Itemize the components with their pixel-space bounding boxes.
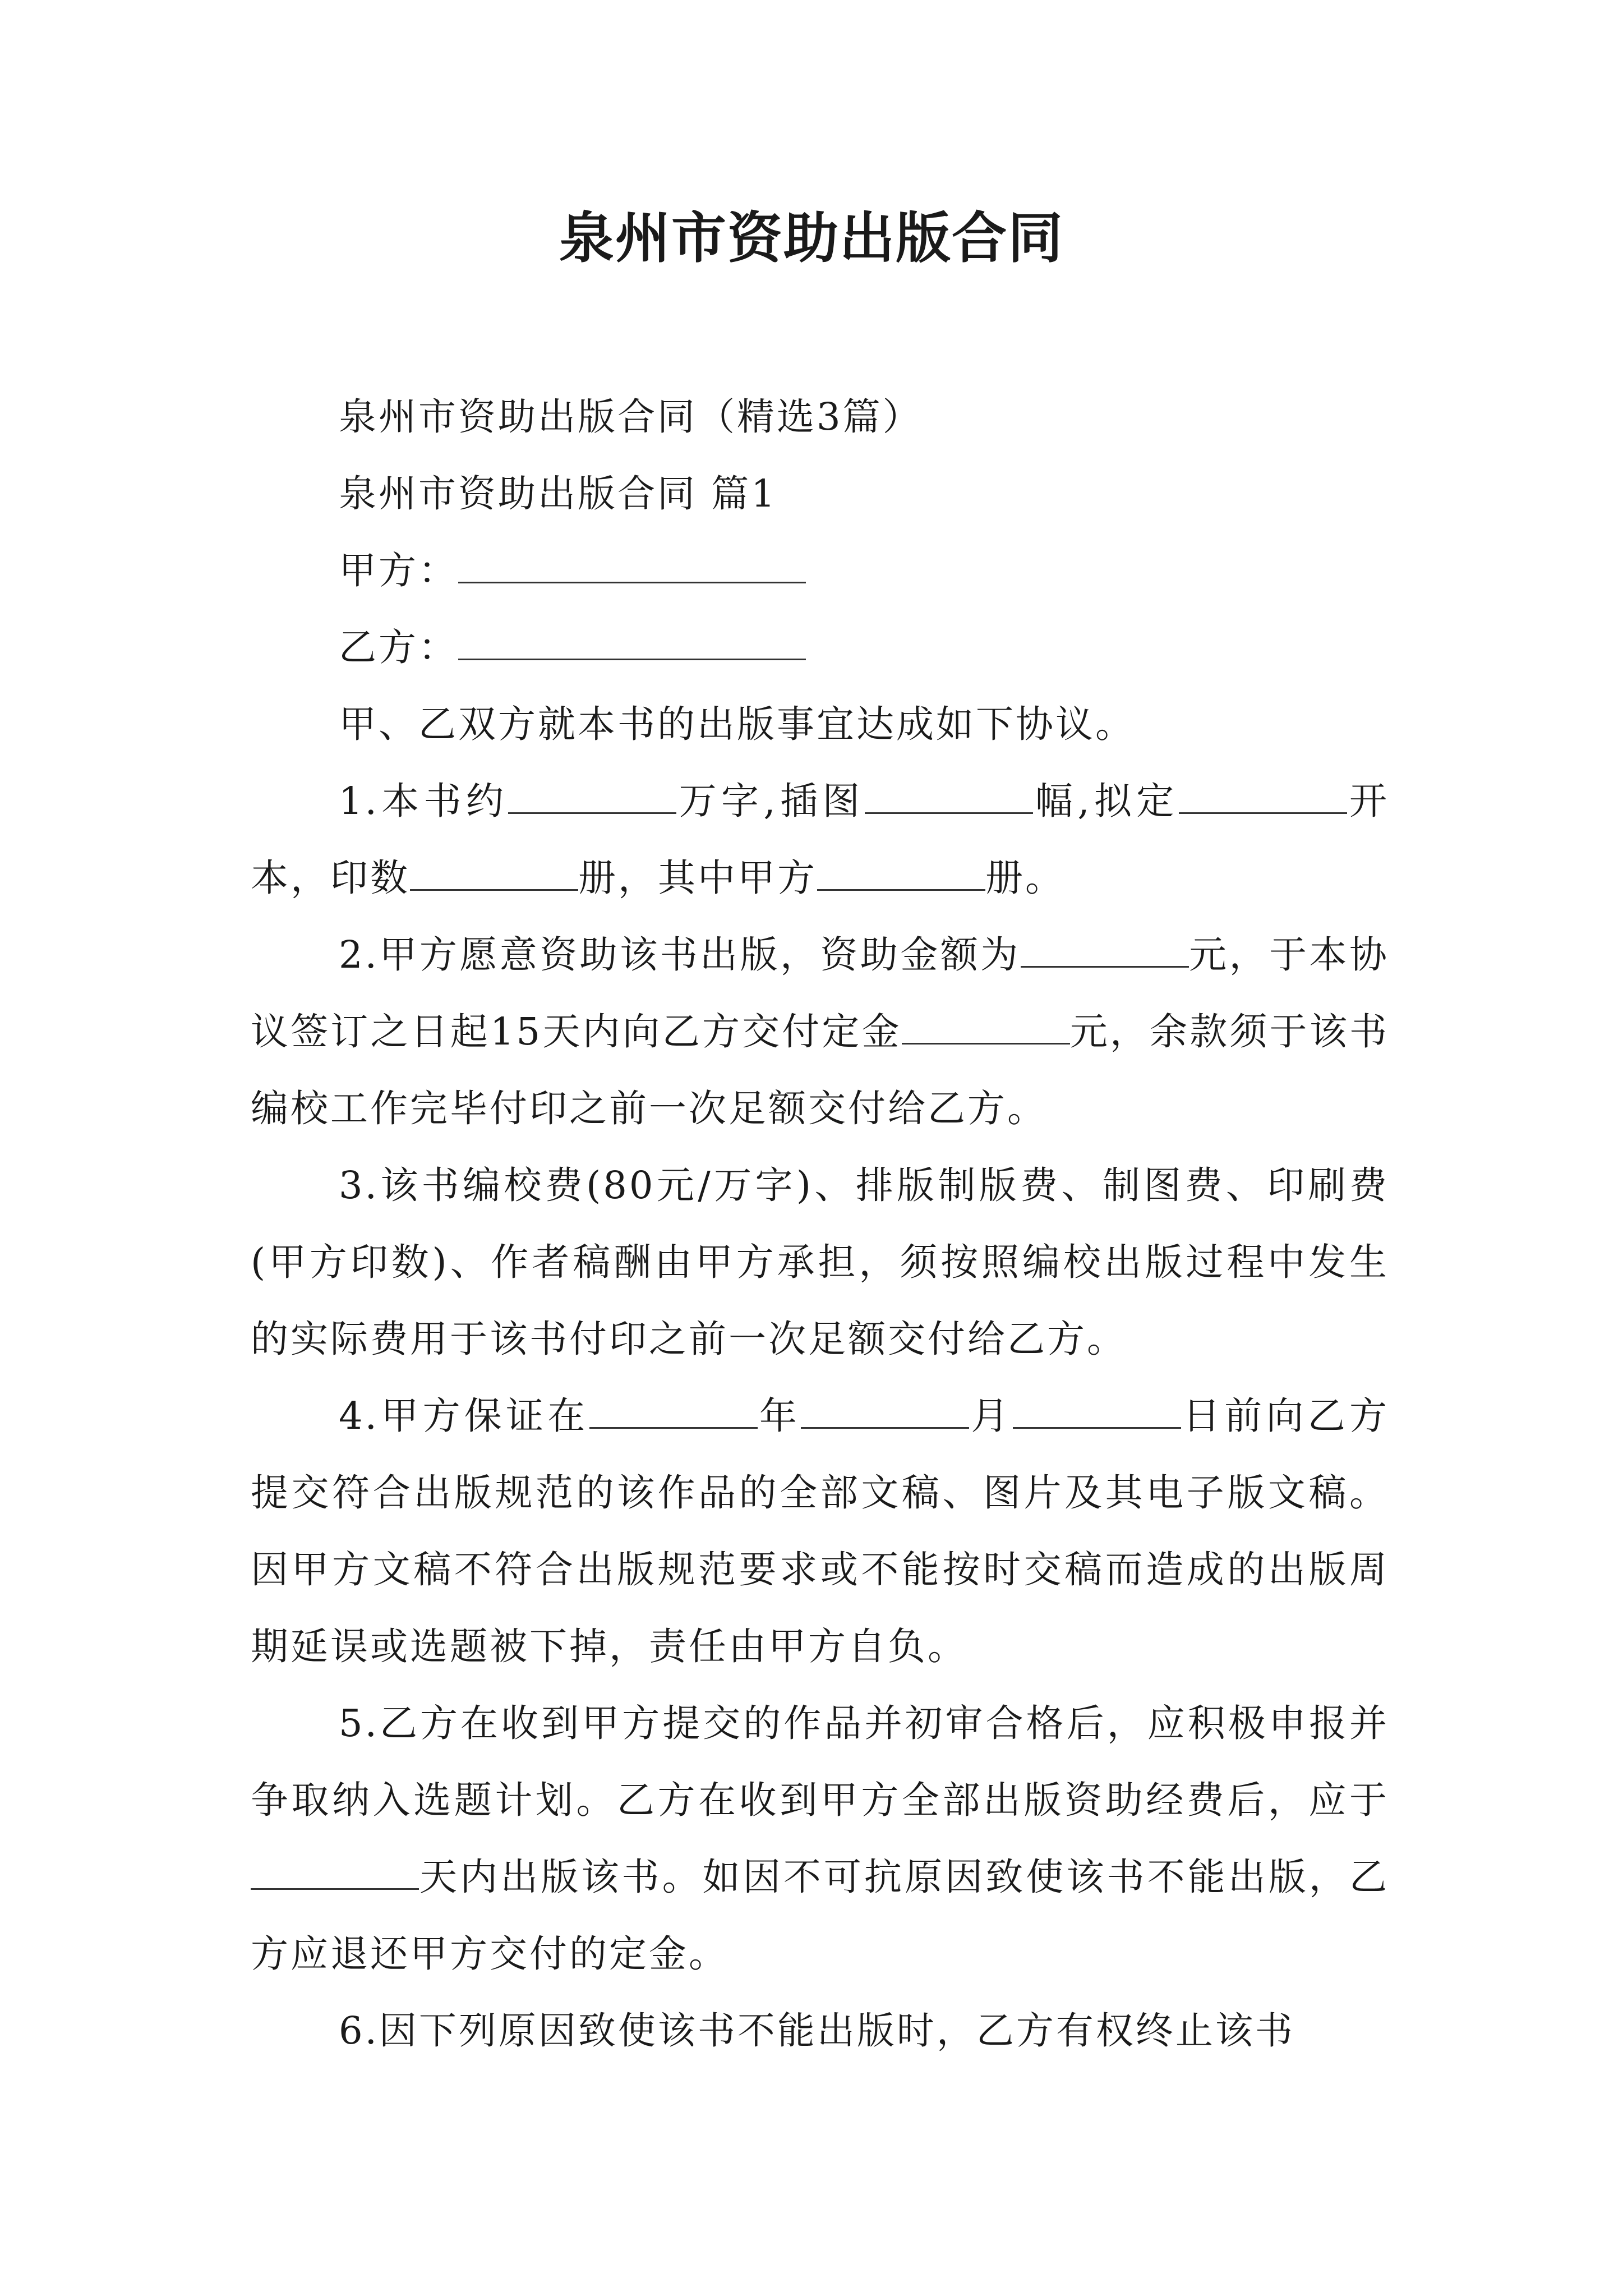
clause-4-text: 月 — [969, 1394, 1013, 1438]
clause-1-text: 万字,插图 — [676, 779, 865, 823]
clause-1-text: 开本，印数 — [251, 779, 1389, 900]
party-b-blank — [458, 627, 806, 660]
intro-paragraph: 甲、乙双方就本书的出版事宜达成如下协议。 — [339, 702, 1135, 746]
deposit-blank — [902, 1011, 1070, 1045]
clause-1-text: 册，其中甲方 — [578, 856, 817, 900]
document-body — [251, 379, 1389, 2069]
section-heading: 泉州市资助出版合同 篇1 — [339, 472, 777, 516]
days-blank — [251, 1857, 419, 1890]
clause-5-text: 天内出版该书。如因不可抗原因致使该书不能出版，乙方应退还甲方交付的定金。 — [251, 1855, 1389, 1976]
month-blank — [801, 1396, 969, 1429]
party-a-label: 甲方： — [339, 549, 458, 592]
document-title: 泉州市资助出版合同 — [559, 206, 1064, 270]
clause-4-text: 年 — [757, 1394, 801, 1438]
clause-2-text: 元，于本协议签订之日起15天内向乙方交付定金 — [251, 933, 1389, 1053]
party-b-label: 乙方： — [339, 625, 458, 669]
clause-4-text: 日前向乙方提交符合出版规范的该作品的全部文稿、图片及其电子版文稿。因甲方文稿不符合出版规范要求或不能按时交稿而造成的出版周期延误或选题被下掉，责任由甲方自负。 — [251, 1394, 1390, 1668]
word-count-blank — [508, 781, 676, 814]
format-blank — [1179, 781, 1347, 814]
party-b-line — [251, 609, 1389, 686]
clause-5 — [251, 1685, 1389, 1993]
clause-1 — [251, 763, 1389, 917]
print-run-blank — [410, 858, 578, 891]
clause-3: 3.该书编校费(80元/万字)、排版制版费、制图费、印刷费(甲方印数)、作者稿酬由甲方承担，须按照编校出版过程中发生的实际费用于该书付印之前一次足额交付给乙方。 — [251, 1163, 1389, 1361]
clause-1-text: 册。 — [985, 856, 1065, 900]
clause-1-text: 1.本书约 — [339, 779, 509, 823]
clause-4-text: 4.甲方保证在 — [339, 1394, 589, 1438]
party-a-blank — [458, 550, 806, 583]
party-a-line — [251, 532, 1389, 609]
illustration-count-blank — [865, 781, 1033, 814]
clause-6: 6.因下列原因致使该书不能出版时，乙方有权终止该书 — [339, 2009, 1295, 2053]
clause-2 — [251, 917, 1389, 1147]
party-a-copies-blank — [817, 858, 985, 891]
clause-2-text: 元，余款须于该书编校工作完毕付印之前一次足额交付给乙方。 — [251, 1010, 1389, 1130]
clause-2-text: 2.甲方愿意资助该书出版，资助金额为 — [339, 933, 1021, 977]
year-blank — [589, 1396, 758, 1429]
day-blank — [1013, 1396, 1181, 1429]
subtitle: 泉州市资助出版合同（精选3篇） — [339, 395, 923, 439]
subsidy-amount-blank — [1021, 935, 1189, 968]
clause-5-text: 5.乙方在收到甲方提交的作品并初审合格后，应积极申报并争取纳入选题计划。乙方在收到甲方全部出版资助经费后，应于 — [251, 1701, 1389, 1822]
clause-4 — [251, 1378, 1389, 1685]
clause-1-text: 幅,拟定 — [1032, 779, 1179, 823]
